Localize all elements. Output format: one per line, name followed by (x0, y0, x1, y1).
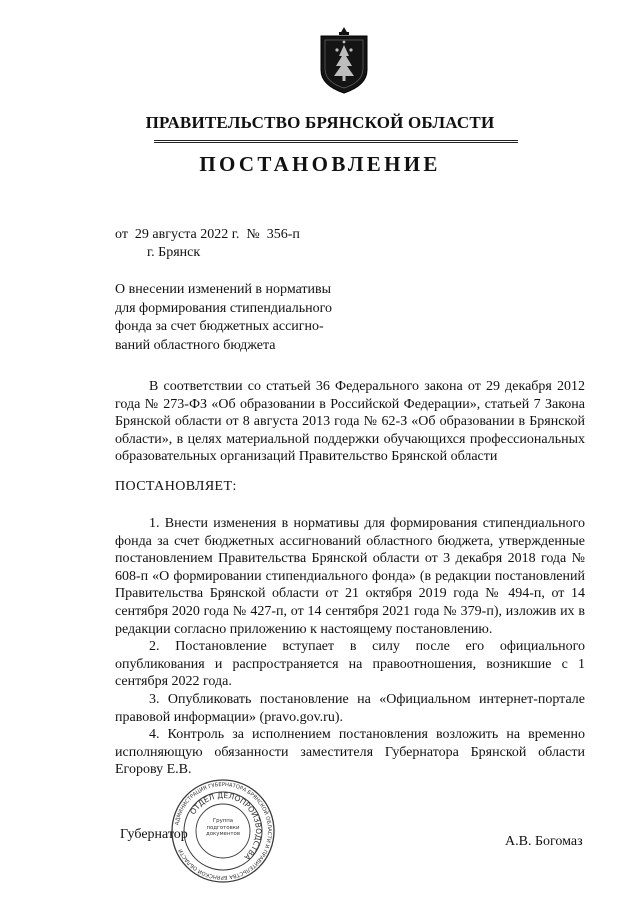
organization-title: ПРАВИТЕЛЬСТВО БРЯНСКОЙ ОБЛАСТИ (145, 113, 495, 132)
coat-of-arms-icon (318, 26, 370, 94)
city: г. Брянск (147, 245, 201, 260)
signatory-name: А.В. Богомаз (505, 834, 583, 849)
document-type-title: ПОСТАНОВЛЕНИЕ (199, 152, 441, 176)
resolution-item: 2. Постановление вступает в силу после его официального опубликования и распространяется на правоотношения, возникшие с 1 сентября 2022 года. (115, 639, 585, 690)
resolution-item: 3. Опубликовать постановление на «Официальном интернет-портале правовой информации» (pravo.gov.ru). (115, 691, 585, 725)
preamble-paragraph: В соответствии со статьей 36 Федерального закона от 29 декабря 2012 года № 273-ФЗ «Об образовании в Российской Федерации», статьей 7 Закона Брянской области от 8 августа 2013 года № 62-З «Об образовании в Брянской области», в целях материальной поддержки обучающихся профессиональных образовательных организаций Правительство Брянской области (115, 379, 585, 465)
preamble (115, 378, 585, 466)
header-rule (154, 142, 518, 143)
resolution-item: 1. Внести изменения в нормативы для формирования стипендиального фонда за счет бюджетных ассигнований областного бюджета, утвержденные постановлением Правительства Брянской области от 3 декабря 2018 года № 608-п «О формировании стипендиального фонда» (в редакции постановлений Правительства Брянской области от 21 октября 2019 года № 494-п, от 14 сентября 2020 года № 427-п, от 14 сентября 2021 года № 379-п), изложив их в редакции согласно приложению к настоящему постановлению. (115, 516, 585, 637)
date-and-number: от 29 августа 2022 г. № 356-п (115, 227, 300, 242)
resolve-word: ПОСТАНОВЛЯЕТ: (115, 479, 237, 494)
header-rule (154, 140, 518, 141)
stamp-outer-text: АДМИНИСТРАЦИЯ ГУБЕРНАТОРА БРЯНСКОЙ ОБЛАСТИ И ПРАВИТЕЛЬСТВА БРЯНСКОЙ ОБЛАСТИ (174, 781, 273, 881)
resolution-item: 4. Контроль за исполнением постановления возложить на временно исполняющую обязанности заместителя Губернатора Брянской области Егорову Е.В. (115, 727, 585, 778)
signatory-role: Губернатор (120, 827, 188, 842)
stamp-inner-text: Группа подготовки документов (206, 818, 240, 838)
resolution-items (115, 515, 585, 779)
document-subject: О внесении изменений в нормативы для формирования стипендиального фонда за счет бюджетных ассигно- ваний областного бюджета (115, 282, 333, 353)
stamp-middle-text: ОТДЕЛ ДЕЛОПРОИЗВОДСТВА (188, 790, 264, 862)
